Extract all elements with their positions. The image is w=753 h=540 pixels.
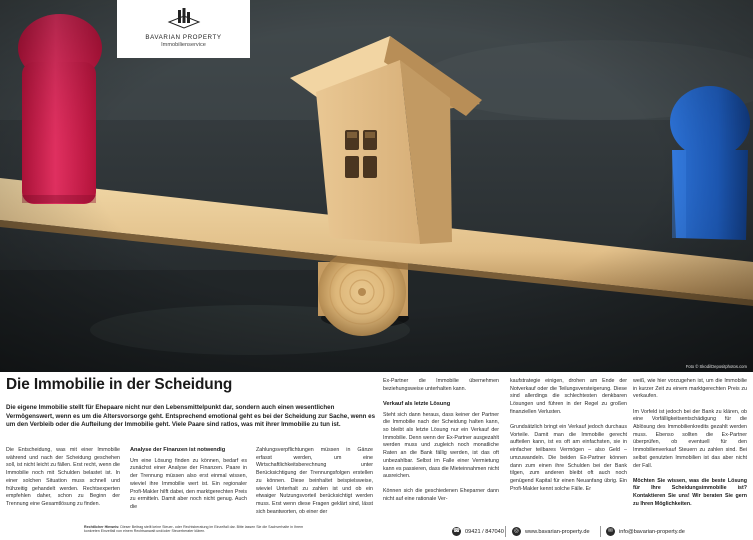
paragraph: Im Vorfeld ist jedoch bei der Bank zu klären, ob eine Vorfälligkeitsentschädigung für die Ablösung des Immobilienkredits gezahlt werden muss. Ebenso sollten die Ex-Partner überprüfen, ob eventuell für den Immobilienverkauf Steuern zu zahlen sind. Bei selbst genutzten Immobilien ist das aber nicht der Fall. xyxy=(633,408,747,469)
paragraph: Können sich die geschiedenen Eheparner dann nicht auf eine rationale Ver- xyxy=(383,488,499,503)
disclaimer-text: Dieser Beitrag stellt keine Steuer- oder Rechtsberatung im Einzelfall dar. Bitte lassen Sie die Sachverhalte in Ihrem konkreten Einzelfall von einem Rechtsanwalt und/oder Steuerberater klären. xyxy=(84,525,304,534)
brand-name: BAVARIAN PROPERTY xyxy=(145,34,222,41)
article-column-5 xyxy=(510,378,627,501)
article-column-6 xyxy=(633,378,747,516)
article-column-4 xyxy=(383,378,499,511)
subheading-finances: Analyse der Finanzen ist notwendig xyxy=(130,447,226,453)
globe-icon xyxy=(512,527,521,536)
divider xyxy=(505,526,506,537)
divider xyxy=(600,526,601,537)
paragraph: Steht sich dann heraus, dass keiner der Partner die Immobilie nach der Scheidung halten kann, so bleibt als letzte Lösung nur ein Verkauf der Immobilie. Denn wenn der Ex-Partner ausgezahlt werden muss und zugleich noch monatliche Raten an die Bank fällig werden, ist das oft unbezahlbar. Selbst im Falle einer Vermietung kann es passieren, dass die Mieteinnahmen nicht ausreichen. xyxy=(383,411,500,480)
contact-email[interactable] xyxy=(606,527,685,536)
paragraph: weiß, wie hier vorzugehen ist, um die Immobilie in kurzer Zeit zu einem marktgerechten Preis zu verkaufen. xyxy=(633,378,747,400)
building-bars-icon xyxy=(167,8,201,30)
article-lead: Die eigene Immobilie stellt für Ehepaare nicht nur den Lebensmittelpunkt dar, sondern auch einen wesentlichen Vermögenswert, wenn es um die Altersvorsorge geht. Entsprechend emotional geht es bei der Scheidung zur Sache, wenn es um den Verbleib oder die Aufteilung der Immobilie geht. Viele Paare sind ratlos, was mit ihrer Immobilie zu tun ist. xyxy=(6,404,376,429)
email-link[interactable]: info@bavarian-property.de xyxy=(619,528,685,535)
subheading-sale: Verkauf als letzte Lösung xyxy=(383,400,451,407)
paragraph: Zahlungsverpflichtungen müssen in Gänze erfasst werden, um eine Wirtschaftlichkeitsberechnung unter Berücksichtigung der Trennungsfolgen erstellen zu können. Diese beinhaltet beispielsweise, wieviel Unterhalt zu zahlen ist und ob ein etwaiger Nutzungsvorteil berücksichtigt werden muss. Erst wenn diese Fragen geklärt sind, lässt sich beantworten, ob einer der xyxy=(256,447,373,515)
brand-logo[interactable] xyxy=(117,0,250,58)
website-link[interactable]: www.bavarian-property.de xyxy=(525,528,590,535)
brand-subtitle: Immobilienservice xyxy=(161,42,206,48)
phone-icon xyxy=(452,527,461,536)
paragraph: kaufstrategie einigen, drohen am Ende der Notverkauf oder die Teilungsversteigerung. Diese sind allerdings die schlechtesten denkbaren Lösungen und führen in der Regel zu großen finanziellen Verlusten. xyxy=(510,378,627,415)
disclaimer-label: Rechtlicher Hinweis: xyxy=(84,525,120,529)
phone-number[interactable]: 09421 / 847040 xyxy=(465,528,504,535)
paragraph: Um eine Lösung finden zu können, bedarf es zunächst einer Analyse der Finanzen. Paare in der Trennung müssen also erst einmal wissen, wieviel ihre Immobilie wert ist. Ein regionaler Profi-Makler hilft dabei, den marktgerechten Preis zu ermitteln. Damit aber noch nicht genug. Auch die xyxy=(130,457,247,510)
mail-icon xyxy=(606,527,615,536)
paragraph: Die Entscheidung, was mit einer Immobilie während und nach der Scheidung geschehen soll, ist nicht leicht zu fällen. Erst recht, wenn die Immobilie noch mit Schulden belastet ist. In einer solchen Situation muss schnell und frühzeitig gehandelt werden. Rechtsexperten empfehlen daher, schon zu Beginn der Trennung eine Gesamtlösung zu finden. xyxy=(6,447,120,507)
article-column-2 xyxy=(130,447,247,519)
contact-phone[interactable] xyxy=(452,527,504,536)
paragraph: Grundsätzlich bringt ein Verkauf jedoch durchaus Vorteile. Damit man die Immobilie gerecht aufteilen kann, ist es oft am einfachsten, sie in einfacher teilbares Vermögen – also Geld – umzuwandeln. Die beiden Ex-Partner können dann zum einen ihre Schulden bei der Bank tilgen, zum anderen bleibt oft auch noch genügend Kapital für einen Neuanfang übrig. Ein Profi-Makler kennt solche Fälle. Er xyxy=(510,424,627,492)
contact-website[interactable] xyxy=(512,527,590,536)
paragraph: Ex-Partner die Immobilie übernehmen beziehungsweise unterhalten kann. xyxy=(383,378,499,392)
article-column-3 xyxy=(256,447,373,524)
call-to-action: Möchten Sie wissen, was die beste Lösung für Ihre Scheidungsimmobilie ist? Kontaktieren Sie uns! Wir beraten Sie gern zu Ihren Möglichkeiten. xyxy=(633,477,747,507)
article-column-1 xyxy=(6,447,120,516)
photo-credit: Foto © Skodi/Depositphotos.com xyxy=(685,364,747,369)
article-headline: Die Immobilie in der Scheidung xyxy=(6,376,233,393)
legal-disclaimer xyxy=(84,525,314,534)
